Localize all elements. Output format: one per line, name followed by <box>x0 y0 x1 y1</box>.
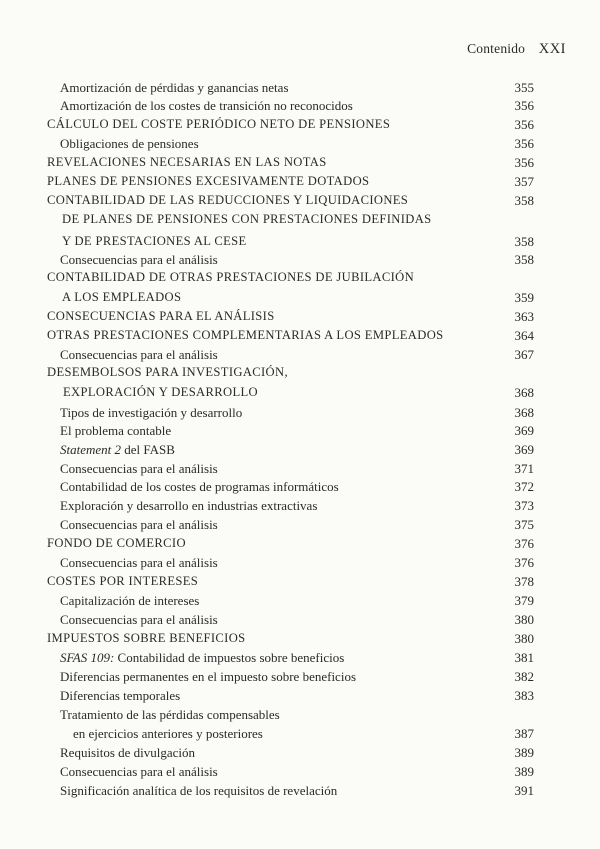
toc-entry-page: 356 <box>514 136 534 151</box>
toc-entry-page: 391 <box>514 783 534 798</box>
toc-entry <box>0 134 600 153</box>
toc-entry-title: Consecuencias para el análisis <box>60 555 218 570</box>
toc-entry-title <box>60 648 344 667</box>
toc-entry-page: 389 <box>514 764 534 779</box>
toc-entry-page: 387 <box>514 726 534 741</box>
toc-entry-page: 373 <box>514 498 534 513</box>
toc-entry <box>0 648 600 667</box>
toc-entry-title: Consecuencias para el análisis <box>60 764 218 779</box>
toc-entry-page: 356 <box>514 155 534 170</box>
toc-section-title: EXPLORACIÓN Y DESARROLLO <box>63 385 258 399</box>
toc-entry-page: 356 <box>514 98 534 113</box>
toc-entry-title: Capitalización de intereses <box>60 593 200 608</box>
toc-entry <box>0 477 600 496</box>
toc-entry-page: 357 <box>514 174 534 189</box>
toc-entry-page: 379 <box>514 593 534 608</box>
toc-section <box>0 572 600 591</box>
toc-entry-title-rest: del FASB <box>121 442 175 457</box>
toc-entry-page: 372 <box>514 479 534 494</box>
toc-entry-title: Significación analítica de los requisitos de revelación <box>60 783 338 798</box>
toc-entry <box>0 403 600 422</box>
toc-entry <box>0 345 600 364</box>
running-header <box>467 41 566 58</box>
toc-section <box>0 326 600 345</box>
toc-entry-title: Consecuencias para el análisis <box>60 517 218 532</box>
toc-entry-page: 389 <box>514 745 534 760</box>
toc-entry-page: 375 <box>514 517 534 532</box>
toc-section <box>0 268 600 287</box>
toc-entry <box>0 705 600 724</box>
toc-entry <box>0 496 600 515</box>
toc-entry-page: 356 <box>514 117 534 132</box>
toc-entry <box>0 610 600 629</box>
toc-entry <box>0 515 600 534</box>
toc-entry <box>0 762 600 781</box>
toc-entry-page: 378 <box>514 574 534 589</box>
toc-section <box>0 153 600 172</box>
toc-section <box>0 363 600 382</box>
toc-section-title: CONTABILIDAD DE LAS REDUCCIONES Y LIQUIDACIONES <box>47 193 409 207</box>
toc-entry-page: 368 <box>514 385 534 400</box>
toc-entry <box>0 553 600 572</box>
toc-section-title: A LOS EMPLEADOS <box>62 290 182 304</box>
toc-entry-continuation <box>0 724 600 743</box>
toc-section-title: Y DE PRESTACIONES AL CESE <box>62 234 247 248</box>
toc-entry <box>0 421 600 440</box>
toc-entry-page: 371 <box>514 461 534 476</box>
toc-section-title: REVELACIONES NECESARIAS EN LAS NOTAS <box>47 155 327 169</box>
toc-entry-page: 369 <box>514 442 534 457</box>
toc-entry-page: 380 <box>514 631 534 646</box>
toc-entry <box>0 686 600 705</box>
toc-entry-page: 381 <box>514 650 534 665</box>
toc-entry-page: 369 <box>514 423 534 438</box>
toc-entry-title: Tipos de investigación y desarrollo <box>60 405 243 420</box>
toc-entry-page: 359 <box>514 290 534 305</box>
toc-section <box>0 115 600 134</box>
toc-entry-page: 376 <box>514 555 534 570</box>
toc-entry <box>0 96 600 115</box>
header-section: Contenido <box>467 41 526 56</box>
toc-entry-title: Amortización de los costes de transición no reconocidos <box>60 98 353 113</box>
toc-entry-title: El problema contable <box>60 423 172 438</box>
toc-section-continuation <box>0 383 600 402</box>
toc-section-title: OTRAS PRESTACIONES COMPLEMENTARIAS A LOS EMPLEADOS <box>47 328 444 342</box>
toc-section-title: DE PLANES DE PENSIONES CON PRESTACIONES DEFINIDAS <box>62 212 432 226</box>
toc-entry-page: 363 <box>514 309 534 324</box>
toc-entry-page: 368 <box>514 405 534 420</box>
toc-entry-title: Obligaciones de pensiones <box>60 136 199 151</box>
toc-section <box>0 534 600 553</box>
toc-entry-page: 382 <box>514 669 534 684</box>
toc-entry-page: 358 <box>514 234 534 249</box>
toc-entry-page: 383 <box>514 688 534 703</box>
toc-entry-page: 376 <box>514 536 534 551</box>
toc-section-title: FONDO DE COMERCIO <box>47 536 186 550</box>
toc-section-continuation <box>0 232 600 251</box>
toc-entry-title: Requisitos de divulgación <box>60 745 196 760</box>
toc-entry-page: 367 <box>514 347 534 362</box>
toc-entry <box>0 440 600 459</box>
toc-entry-page: 380 <box>514 612 534 627</box>
toc-section-title: DESEMBOLSOS PARA INVESTIGACIÓN, <box>47 365 288 379</box>
toc-entry <box>0 459 600 478</box>
toc-entry-page: 358 <box>514 193 534 208</box>
toc-entry-title <box>60 440 175 459</box>
toc-section-title: CONTABILIDAD DE OTRAS PRESTACIONES DE JUBILACIÓN <box>47 270 415 284</box>
toc-section <box>0 307 600 326</box>
toc-entry-title: Consecuencias para el análisis <box>60 612 218 627</box>
toc-entry <box>0 667 600 686</box>
toc-entry-title: Diferencias temporales <box>60 688 181 703</box>
toc-entry-page: 355 <box>514 80 534 95</box>
toc-entry-title-italic: SFAS 109: <box>60 650 115 665</box>
toc-section-title: IMPUESTOS SOBRE BENEFICIOS <box>47 631 246 645</box>
toc-section-title: PLANES DE PENSIONES EXCESIVAMENTE DOTADOS <box>47 174 370 188</box>
toc-entry <box>0 591 600 610</box>
toc-section-title: CONSECUENCIAS PARA EL ANÁLISIS <box>47 309 275 323</box>
toc-entry-title: Tratamiento de las pérdidas compensables <box>60 707 280 722</box>
toc-entry-title: Diferencias permanentes en el impuesto sobre beneficios <box>60 669 356 684</box>
toc-entry <box>0 78 600 97</box>
toc-entry-title-rest: Contabilidad de impuestos sobre beneficios <box>114 650 345 665</box>
toc-entry-title: Consecuencias para el análisis <box>60 347 218 362</box>
toc-section <box>0 172 600 191</box>
toc-entry-title: en ejercicios anteriores y posteriores <box>73 726 263 741</box>
toc-entry-title-italic: Statement 2 <box>60 442 122 457</box>
toc-section-continuation <box>0 288 600 307</box>
toc-entry-page: 358 <box>514 252 534 267</box>
toc-entry <box>0 781 600 800</box>
toc-entry-title: Consecuencias para el análisis <box>60 252 218 267</box>
toc-entry <box>0 743 600 762</box>
toc-section-title: COSTES POR INTERESES <box>47 574 199 588</box>
toc-section <box>0 191 600 210</box>
toc-entry-title: Exploración y desarrollo en industrias extractivas <box>60 498 318 513</box>
toc-entry-title: Contabilidad de los costes de programas informáticos <box>60 479 339 494</box>
toc-section <box>0 629 600 648</box>
toc-section-continuation <box>0 210 600 229</box>
toc-section-title: CÁLCULO DEL COSTE PERIÓDICO NETO DE PENSIONES <box>47 117 391 131</box>
toc-entry-page: 364 <box>514 328 534 343</box>
header-page-number: XXI <box>538 41 566 57</box>
toc-entry-title: Consecuencias para el análisis <box>60 461 218 476</box>
toc-entry-title: Amortización de pérdidas y ganancias netas <box>60 80 289 95</box>
toc-entry <box>0 250 600 269</box>
